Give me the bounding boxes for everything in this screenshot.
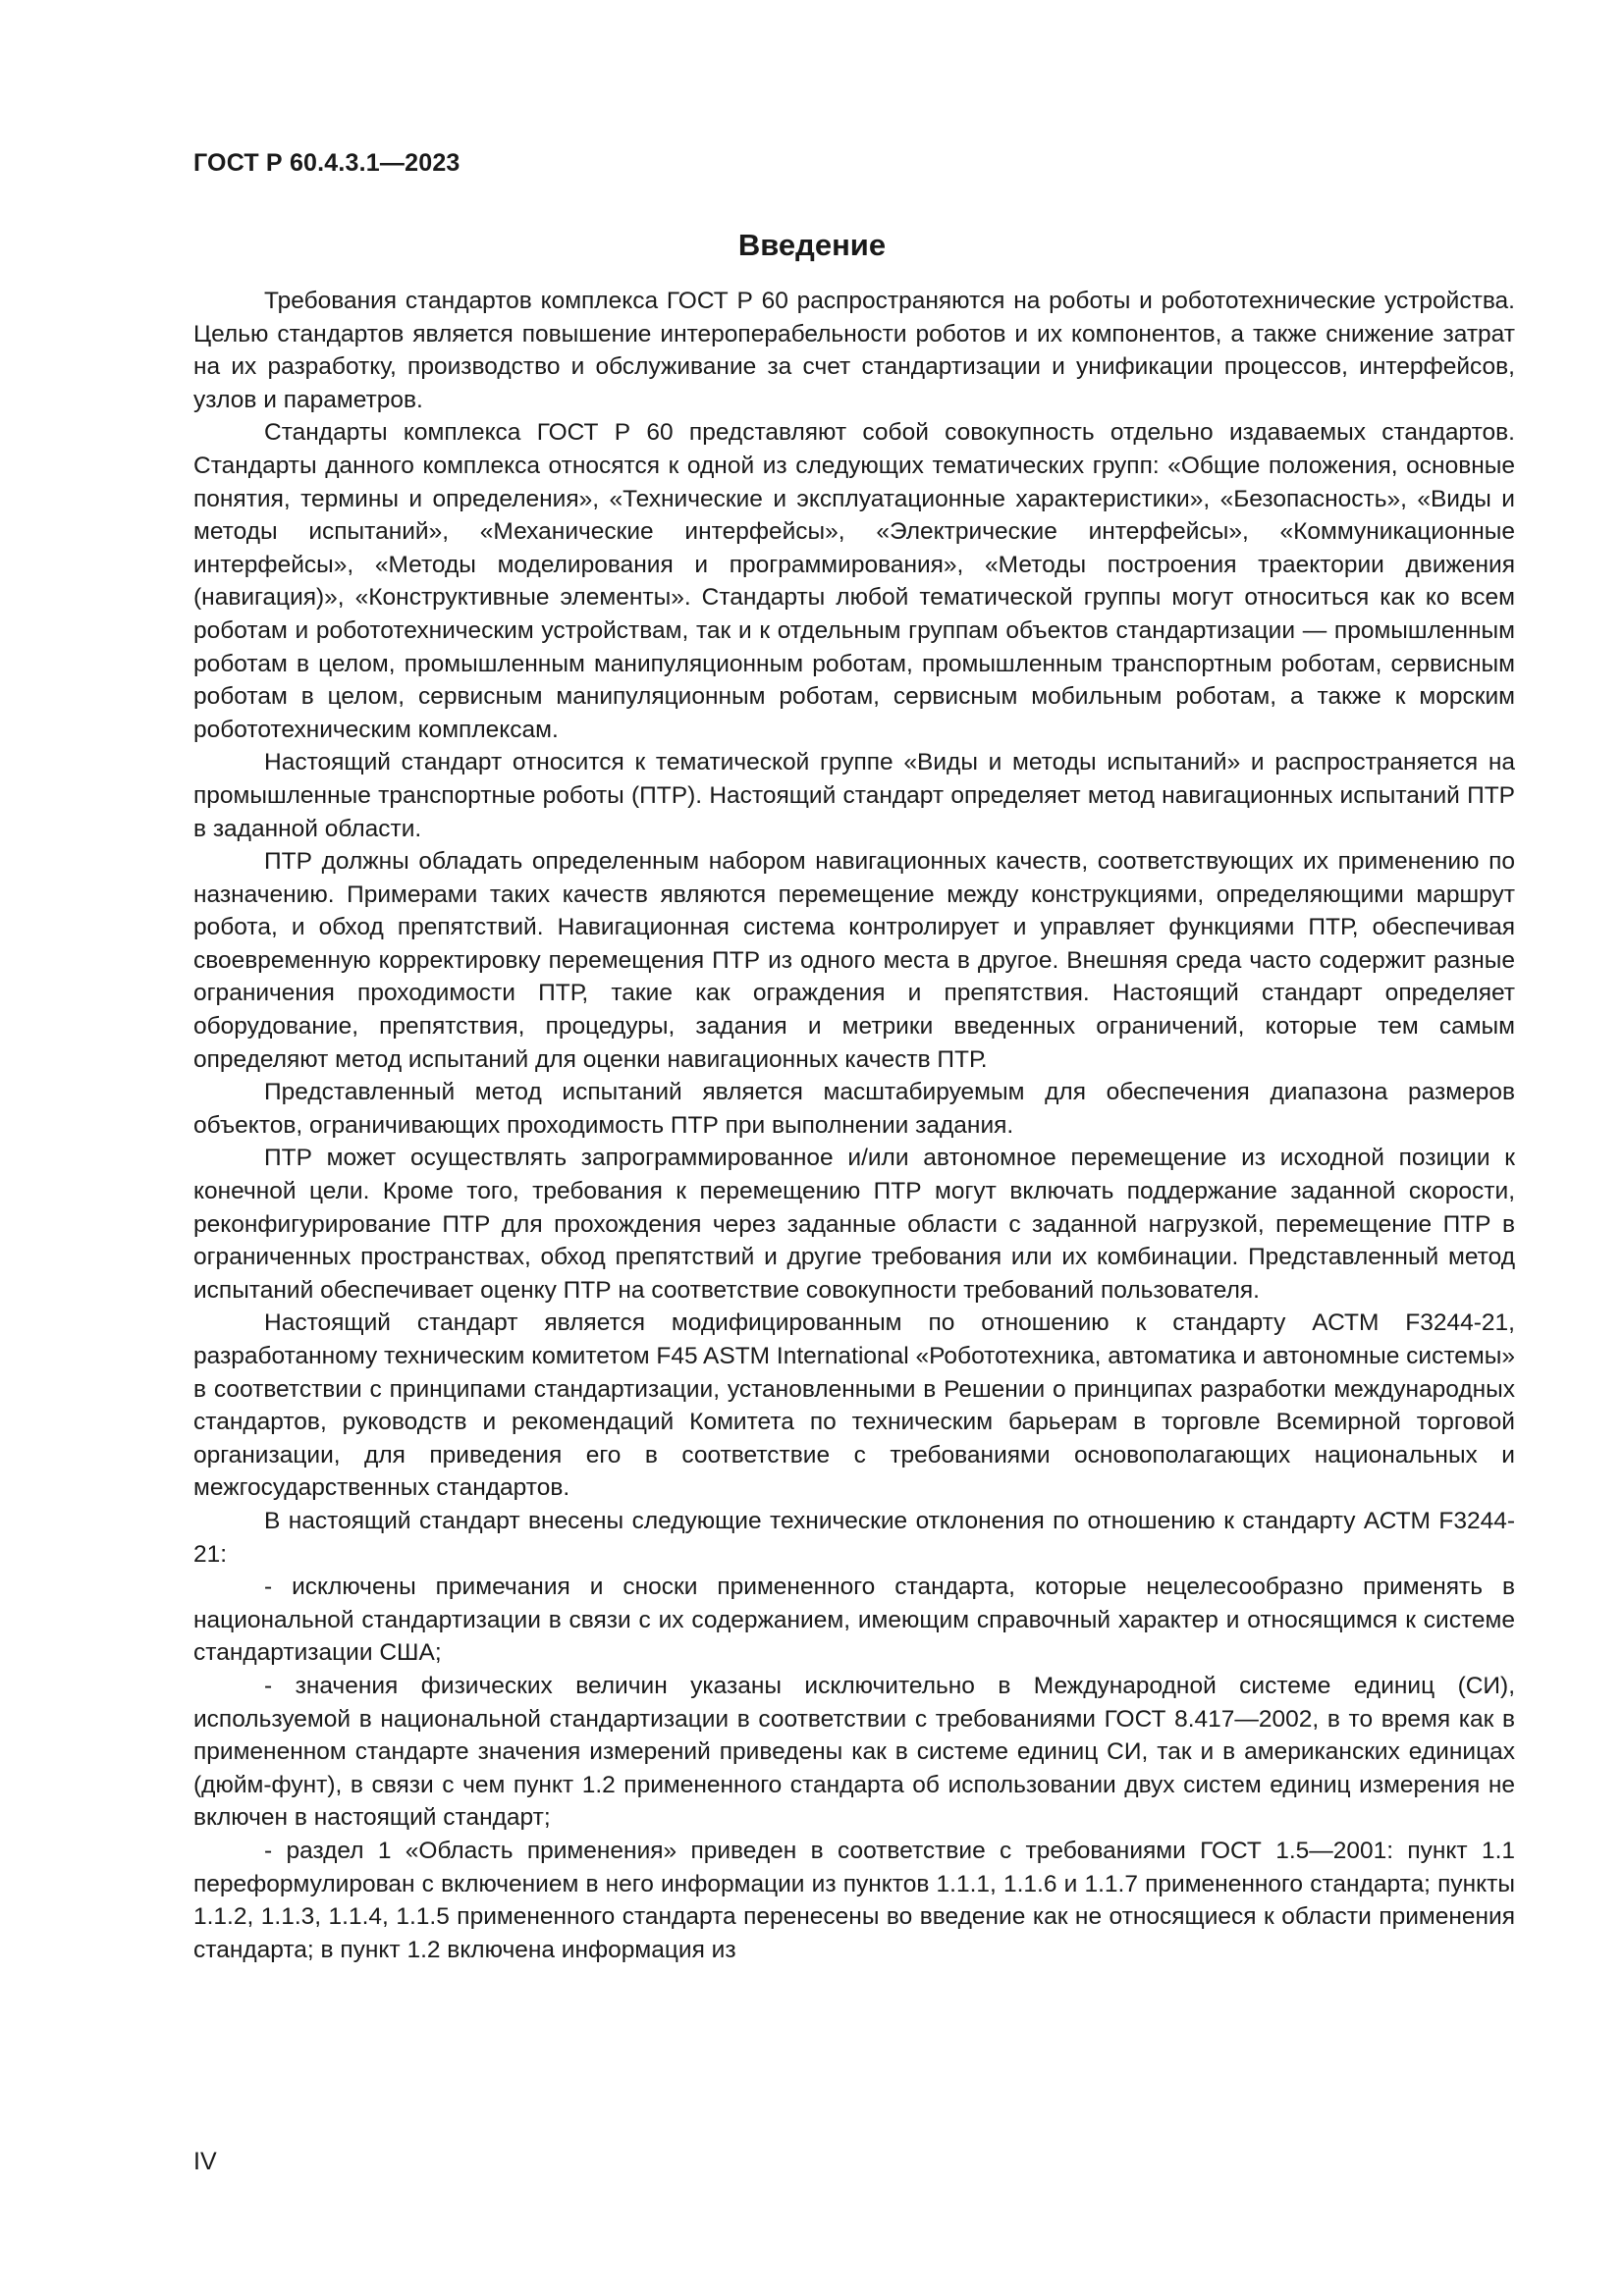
- list-item: - исключены примечания и сноски примененного стандарта, которые нецелесообразно применять в национальной стандартизации в связи с их содержанием, имеющим справочный характер и относящимся к системе стандартизации США;: [193, 1574, 1515, 1667]
- section-title: Введение: [737, 228, 887, 262]
- paragraph: ПТР может осуществлять запрограммированное и/или автономное перемещение из исходной позиции к конечной цели. Кроме того, требования к перемещению ПТР могут включать поддержание заданной скорости, реконфигурирование ПТР для прохождения через заданные области с заданной нагрузкой, перемещение ПТР в ограниченных пространствах, обход препятствий и другие требования или их комбинации. Представленный метод испытаний обеспечивает оценку ПТР на соответствие совокупности требований пользователя.: [193, 1145, 1515, 1304]
- paragraph: Представленный метод испытаний является масштабируемым для обеспечения диапазона размеров объектов, ограничивающих проходимость ПТР при выполнении задания.: [193, 1079, 1515, 1139]
- paragraph: ПТР должны обладать определенным набором навигационных качеств, соответствующих их применению по назначению. Примерами таких качеств являются перемещение между конструкциями, определяющими маршрут робота, и обход препятствий. Навигационная система контролирует и управляет функциями ПТР, обеспечивая своевременную корректировку перемещения ПТР из одного места в другое. Внешняя среда часто содержит разные ограничения проходимости ПТР, такие как ограждения и препятствия. Настоящий стандарт определяет оборудование, препятствия, процедуры, задания и метрики введенных ограничений, которые тем самым определяют метод испытаний для оценки навигационных качеств ПТР.: [193, 848, 1515, 1073]
- paragraph: Настоящий стандарт относится к тематической группе «Виды и методы испытаний» и распространяется на промышленные транспортные роботы (ПТР). Настоящий стандарт определяет метод навигационных испытаний ПТР в заданной области.: [193, 749, 1515, 842]
- paragraph: Стандарты комплекса ГОСТ Р 60 представляют собой совокупность отдельно издаваемых стандартов. Стандарты данного комплекса относятся к одной из следующих тематических групп: «Общие положения, основные понятия, термины и определения», «Технические и эксплуатационные характеристики», «Безопасность», «Виды и методы испытаний», «Механические интерфейсы», «Электрические интерфейсы», «Коммуникационные интерфейсы», «Методы моделирования и программирования», «Методы построения траектории движения (навигация)», «Конструктивные элементы». Стандарты любой тематической группы могут относиться как ко всем роботам и робототехническим устройствам, так и к отдельным группам объектов стандартизации — промышленным роботам в целом, промышленным манипуляционным роботам, промышленным транспортным роботам, сервисным роботам в целом, сервисным манипуляционным роботам, сервисным мобильным роботам, а также к морским робототехническим комплексам.: [193, 419, 1515, 743]
- paragraph: Настоящий стандарт является модифицированным по отношению к стандарту АСТМ F3244-21, разработанному техническим комитетом F45 ASTM International «Робототехника, автоматика и автономные системы» в соответствии с принципами стандартизации, установленными в Решении о принципах разработки международных стандартов, руководств и рекомендаций Комитета по техническим барьерам в торговле Всемирной торговой организации, для приведения его в соответствие с требованиями основополагающих национальных и межгосударственных стандартов.: [193, 1309, 1515, 1502]
- paragraph: В настоящий стандарт внесены следующие технические отклонения по отношению к стандарту АСТМ F3244-21:: [193, 1507, 1515, 1568]
- body-text: [193, 285, 1515, 1966]
- list-item: - значения физических величин указаны исключительно в Международной системе единиц (СИ), используемой в национальной стандартизации в соответствии с требованиями ГОСТ 8.417—2002, в то время как в примененном стандарте значения измерений приведены как в системе единиц СИ, так и в американских единицах (дюйм-фунт), в связи с чем пункт 1.2 примененного стандарта об использовании двух систем единиц измерения не включен в настоящий стандарт;: [193, 1672, 1515, 1832]
- list-item: - раздел 1 «Область применения» приведен в соответствие с требованиями ГОСТ 1.5—2001: пункт 1.1 переформулирован с включением в него информации из пунктов 1.1.1, 1.1.6 и 1.1.7 примененного стандарта; пункты 1.1.2, 1.1.3, 1.1.4, 1.1.5 примененного стандарта перенесены во введение как не относящиеся к области применения стандарта; в пункт 1.2 включена информация из: [193, 1837, 1515, 1963]
- document-id-header: ГОСТ Р 60.4.3.1—2023: [193, 149, 460, 177]
- page-number: IV: [193, 2148, 217, 2175]
- paragraph: Требования стандартов комплекса ГОСТ Р 60 распространяются на роботы и робототехнические устройства. Целью стандартов является повышение интероперабельности роботов и их компонентов, а также снижение затрат на их разработку, производство и обслуживание за счет стандартизации и унификации процессов, интерфейсов, узлов и параметров.: [193, 288, 1515, 413]
